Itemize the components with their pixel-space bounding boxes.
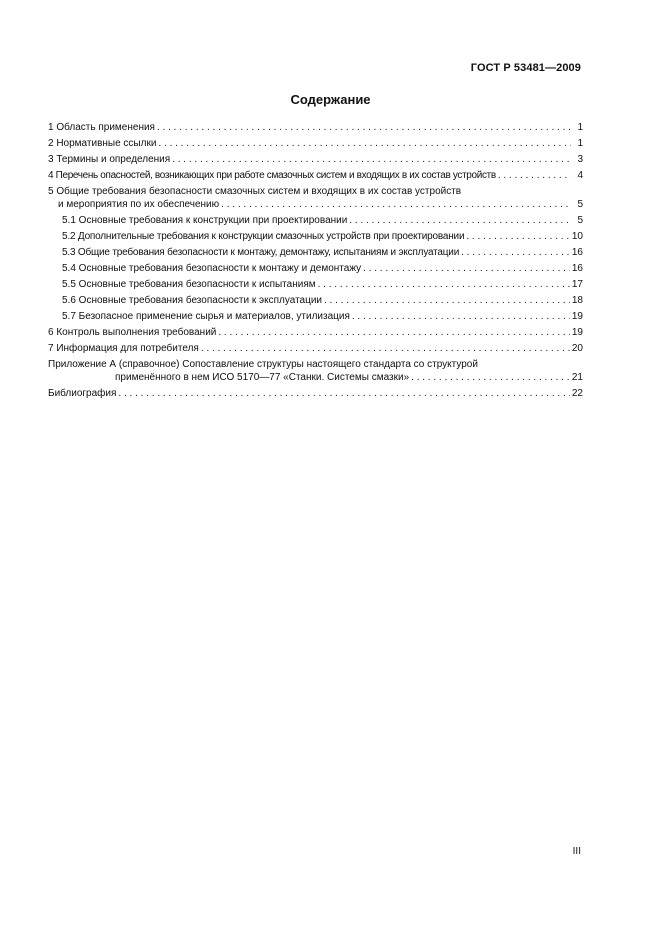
toc-entry-page: 17 bbox=[571, 279, 583, 290]
toc-entry-page: 21 bbox=[571, 372, 583, 383]
toc-entry-label: 5.7 Безопасное применение сырья и материалов, утилизация bbox=[62, 311, 350, 322]
dot-leader bbox=[349, 214, 571, 227]
toc-entry-page: 5 bbox=[577, 199, 583, 210]
toc-entry[interactable] bbox=[48, 230, 583, 243]
toc-entry-label: 5.1 Основные требования к конструкции при проектировании bbox=[62, 215, 348, 226]
toc-entry-label: применённого в нем ИСО 5170—77 «Станки. Системы смазки» bbox=[115, 372, 410, 383]
toc-entry[interactable] bbox=[48, 246, 583, 259]
toc-entry-page: 19 bbox=[571, 327, 583, 338]
dot-leader bbox=[172, 153, 571, 166]
toc-entry[interactable] bbox=[48, 185, 583, 211]
toc-entry-page: 16 bbox=[571, 247, 583, 258]
toc-entry-label: 5.3 Общие требования безопасности к монтажу, демонтажу, испытаниям и эксплуатации bbox=[62, 247, 460, 258]
toc-entry-label: 5.4 Основные требования безопасности к монтажу и демонтажу bbox=[62, 263, 362, 274]
toc-entry-page: 1 bbox=[577, 138, 583, 149]
toc-entry[interactable] bbox=[48, 310, 583, 323]
dot-leader bbox=[352, 310, 570, 323]
toc-entry[interactable] bbox=[48, 387, 583, 400]
toc-entry[interactable] bbox=[48, 121, 583, 134]
table-of-contents bbox=[48, 121, 583, 400]
dot-leader bbox=[201, 342, 570, 355]
dot-leader bbox=[221, 198, 571, 211]
toc-entry[interactable] bbox=[48, 358, 583, 384]
toc-entry-page: 19 bbox=[571, 311, 583, 322]
toc-entry-label: Библиография bbox=[48, 388, 117, 399]
toc-entry-page: 16 bbox=[571, 263, 583, 274]
toc-entry[interactable] bbox=[48, 342, 583, 355]
toc-entry-page: 10 bbox=[571, 231, 583, 242]
toc-entry-label: 3 Термины и определения bbox=[48, 154, 171, 165]
toc-entry-label: 5.6 Основные требования безопасности к эксплуатации bbox=[62, 295, 322, 306]
toc-entry-label: 2 Нормативные ссылки bbox=[48, 138, 157, 149]
dot-leader bbox=[461, 246, 570, 259]
dot-leader bbox=[324, 294, 570, 307]
toc-entry[interactable] bbox=[48, 262, 583, 275]
toc-entry-page: 22 bbox=[571, 388, 583, 399]
toc-entry-label-line1: 5 Общие требования безопасности смазочных систем и входящих в их состав устройств bbox=[48, 186, 462, 197]
page-number: III bbox=[572, 846, 581, 857]
toc-title: Содержание bbox=[290, 92, 371, 107]
dot-leader bbox=[466, 230, 570, 243]
toc-entry[interactable] bbox=[48, 278, 583, 291]
toc-entry-label: 6 Контроль выполнения требований bbox=[48, 327, 217, 338]
dot-leader bbox=[218, 326, 570, 339]
toc-entry-page: 5 bbox=[577, 215, 583, 226]
dot-leader bbox=[157, 121, 571, 134]
toc-entry[interactable] bbox=[48, 169, 583, 182]
toc-entry[interactable] bbox=[48, 326, 583, 339]
toc-entry[interactable] bbox=[48, 214, 583, 227]
toc-entry-label: и мероприятия по их обеспечению bbox=[58, 199, 220, 210]
toc-entry[interactable] bbox=[48, 137, 583, 150]
toc-entry-label: 5.5 Основные требования безопасности к испытаниям bbox=[62, 279, 316, 290]
document-code: ГОСТ Р 53481—2009 bbox=[470, 62, 581, 74]
dot-leader bbox=[498, 169, 571, 182]
toc-entry-page: 20 bbox=[571, 343, 583, 354]
toc-entry-page: 4 bbox=[577, 170, 583, 181]
toc-entry-page: 18 bbox=[571, 295, 583, 306]
dot-leader bbox=[318, 278, 570, 291]
toc-entry[interactable] bbox=[48, 294, 583, 307]
dot-leader bbox=[118, 387, 569, 400]
toc-entry-page: 3 bbox=[577, 154, 583, 165]
toc-entry-label-line1: Приложение А (справочное) Сопоставление структуры настоящего стандарта со структурой bbox=[48, 359, 478, 370]
toc-entry-label: 4 Перечень опасностей, возникающих при работе смазочных систем и входящих в их состав устройств bbox=[48, 170, 496, 181]
toc-entry-label: 5.2 Дополнительные требования к конструкции смазочных устройств при проектировании bbox=[62, 231, 465, 242]
dot-leader bbox=[411, 371, 570, 384]
toc-entry-label: 1 Область применения bbox=[48, 122, 155, 133]
toc-entry-page: 1 bbox=[577, 122, 583, 133]
dot-leader bbox=[158, 137, 571, 150]
toc-entry-label: 7 Информация для потребителя bbox=[48, 343, 199, 354]
dot-leader bbox=[363, 262, 570, 275]
toc-entry[interactable] bbox=[48, 153, 583, 166]
